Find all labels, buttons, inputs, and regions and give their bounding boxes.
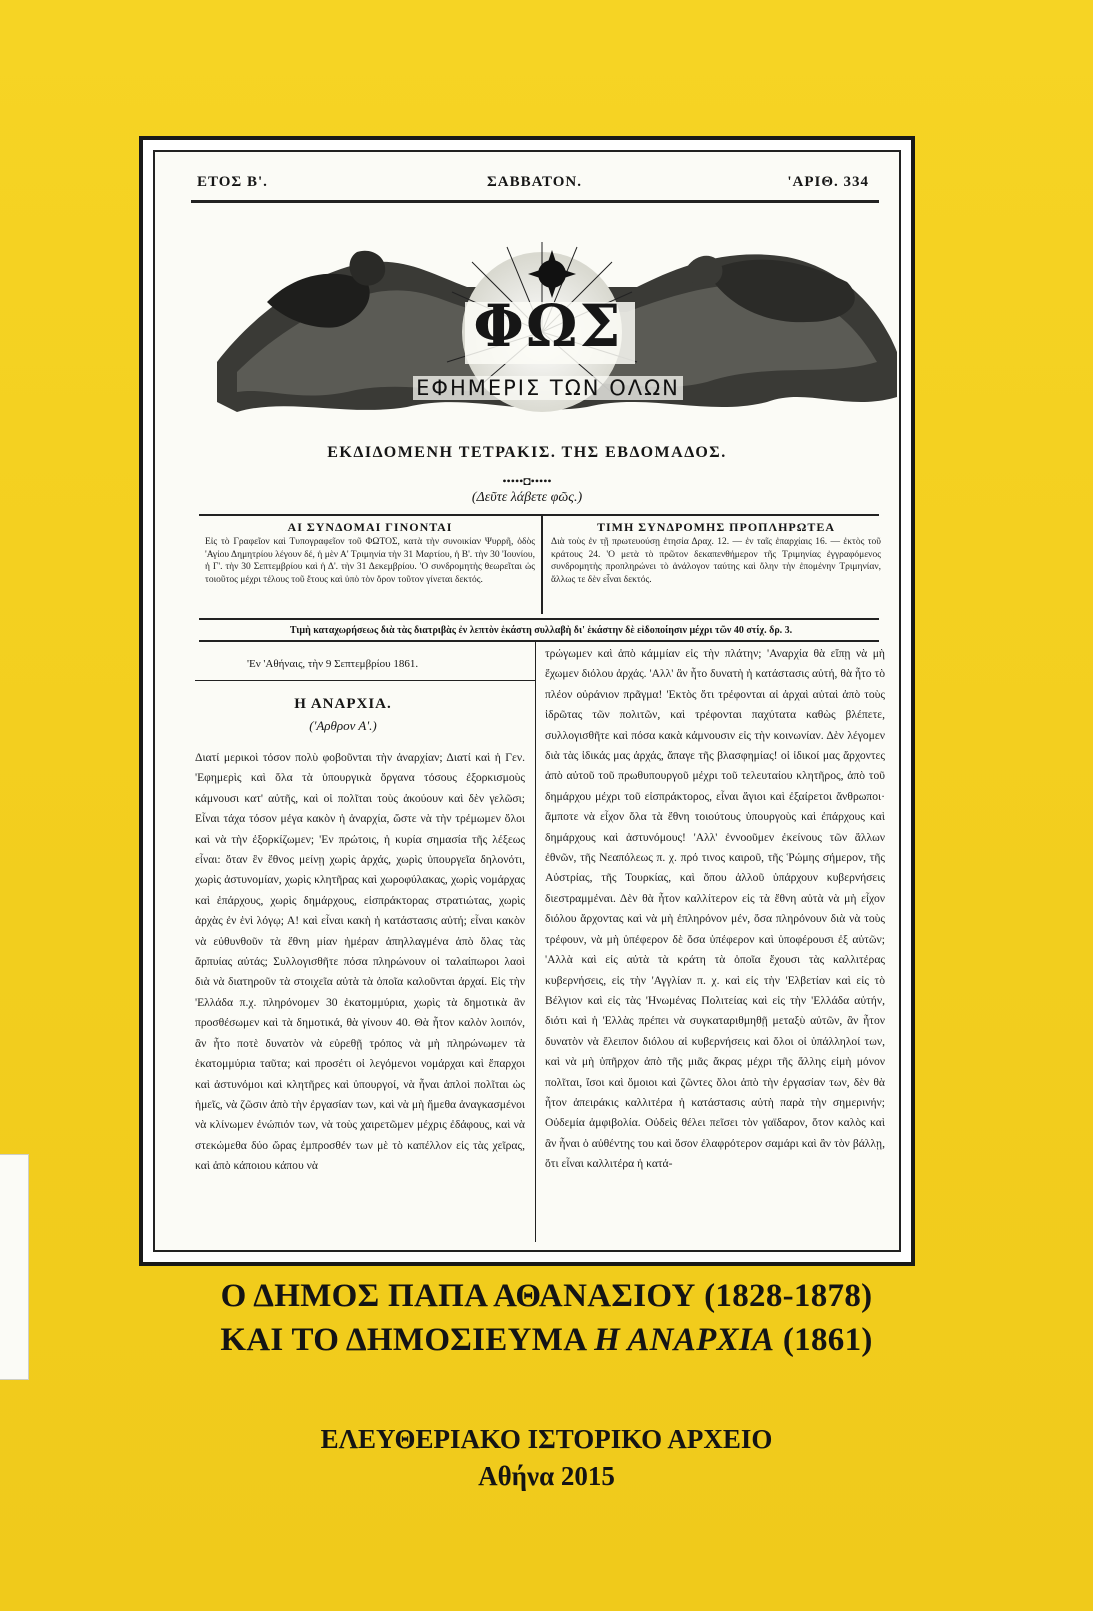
publisher: ΕΛΕΥΘΕΡΙΑΚΟ ΙΣΤΟΡΙΚΟ ΑΡΧΕΙΟ [320,1424,773,1454]
article-column-left: Διατί μερικοὶ τόσον πολὺ φοβοῦνται τὴν ἀναρχίαν; Διατί καὶ ἡ Γεν. 'Εφημερὶς καὶ ὅλα τὰ ὑπουργικὰ ὄργανα τόσους ἐξορκισμοὺς κάμνουσι κατ' αὐτῆς, καὶ οἱ πολῖται τοὺς ἀκούουν καὶ δὲν γελῶσι; Εἶναι τάχα τόσον μέγα κακὸν ἡ ἀναρχία, ὥστε νὰ τὴν τρέμωμεν ὅλοι καὶ νὰ τὴν ἐξορκίζωμεν; 'Εν πρώτοις, ἡ κυρία σημασία τῆς λέξεως εἶναι: ὅταν ἓν ἔθνος μείνῃ χωρὶς ἀρχάς, χωρὶς ὑπουργεῖα δηλονότι, χωρὶς ἀστυνομίαν, χωρὶς κλητῆρας καὶ χωροφύλακας, χωρὶς νομάρχας καὶ ἐπάρχους, χωρὶς δημάρχους, εἰσπράκτορας στρατιώτας, χωρὶς ἀρχὰς ἐν ἑνὶ λόγῳ; Α! καὶ εἶναι κακὴ ἡ κατάστασις αὐτή; εἶναι κακὸν νὰ εὐθυνθοῦν τὰ ἔθνη μίαν ἡμέραν ἀπηλλαγμένα ἀπὸ ὅλας τὰς ἅρπυίας αὐτάς; Συλλογισθῆτε πόσα πληρώνουν οἱ ταλαίπωροι λαοὶ διὰ νὰ διατηροῦν τὰ στοιχεῖα αὐτὰ τὰ ὁποῖα καλοῦνται ἀρχαί. Εἰς τὴν 'Ελλάδα π.χ. πληρόνομεν 30 ἑκατομμύρια, χωρὶς τὰ δημοτικὰ ἂν προσθέσωμεν καὶ τὰ δημοτικά, θὰ γίνουν 40. Θὰ ἦτον καλὸν λοιπόν, ἂν ἦτο ποτὲ δυνατὸν νὰ εὑρεθῇ τρόπος νὰ μὴ πληρώνωμεν τὰ ἑκατομμύρια ταῦτα; καὶ προσέτι οἱ λεγόμενοι νομάρχαι καὶ ἔπαρχοι καὶ ἀστυνόμοι καὶ κλητῆρες καὶ ὑπουργοί, νὰ ἦναι ἁπλοὶ πολῖται ὡς ἡμεῖς, νὰ ζῶσιν ἀπὸ τὴν ἐργασίαν των, καὶ νὰ μὴ ἤμεθα ἀναγκασμένοι νὰ κλίνωμεν ἐνώπιόν των, νὰ τοὺς χαιρετῶμεν μέχρις ἐδάφους, καὶ νὰ στεκώμεθα δύο ὥρας ἐμπροσθέν των μὲ τὸ καπέλλον εἰς τὰς χεῖρας, καὶ ἀπὸ κάποιου κάπου νὰ [195,751,525,1173]
subscriptions-text: Εἰς τὸ Γραφεῖον καὶ Τυπογραφεῖον τοῦ ΦΩΤΟΣ, κατὰ τὴν συνοικίαν Ψυρρῆ, ὁδὸς 'Αγίου Δημητρίου λέγουν δέ, ἡ μὲν Α' Τριμηνία τὴν 31 Μαρτίου, ἡ Β'. τὴν 30 'Ιουνίου, ἡ Γ'. τὴν 30 Σεπτεμβρίου καὶ ἡ Δ'. τὴν 31 Δεκεμβρίου. 'Ο συνδρομητὴς θεωρεῖται ὡς τοιοῦτος μέχρι τέλους τοῦ ἔτους καὶ ὑπὸ τὸν ὅρον τοῦτον γίνεται δεκτός. [205,537,535,585]
box-rule [199,514,879,516]
newspaper-issue: 'ΑΡΙΘ. 334 [787,174,869,190]
book-title-line-2: ΚΑΙ ΤΟ ΔΗΜΟΣΙΕΥΜΑ Η ΑΝΑΡΧΙΑ (1861) [220,1322,873,1358]
newspaper-motto: (Δεῦτε λάβετε φῶς.) [471,490,583,505]
newspaper-year: ΕΤΟΣ Β'. [197,174,268,190]
article-title: Η ΑΝΑΡΧΙΑ. [294,696,392,712]
masthead-title: ΦΩΣ [473,292,623,360]
masthead-subtitle: ΕΦΗΜΕΡΙΣ ΤΩΝ ΟΛΩΝ [413,376,683,400]
article-column-right: τρώγωμεν καὶ ἀπὸ κάμμίαν εἰς τὴν πλάτην; 'Αναρχία θὰ εἴπῃ νὰ μὴ ἔχωμεν διόλου ἀρχάς. 'Αλλ' ἂν ἦτο δυνατὴ ἡ κατάστασις αὐτή, θὰ ἦτο τὸ πλέον οὐράνιον πρᾶγμα! 'Εκτὸς ὅτι τρέφονται αἱ ἀρχαὶ αὐταὶ ἀπὸ τοὺς ἱδρῶτας τῶν πολιτῶν, καὶ τρέφονται παχύτατα καθὼς βλέπετε, συλλογισθῆτε καὶ πόσα κακὰ κάμνουσιν εἰς τὴν κοινωνίαν. Δὲν λέγομεν διὰ τὰς ἰδικάς μας ἀρχάς, ἄπαγε τῆς βλασφημίας! οἱ ἰδικοί μας ἄρχοντες ἀπὸ αὐτοῦ τοῦ πρωθυπουργοῦ μέχρι τοῦ τελευταίου κλητῆρος, ἀπὸ τοῦ δημάρχου μέχρι τοῦ εἰσπράκτορος, εἶναι ἅγιοι καὶ ἐξαίρετοι ἄνθρωποι· ἄμποτε νὰ εἶχον ὅλα τὰ ἔθνη τοιούτους ὑπουργοὺς καὶ ἐπάρχους καὶ δημάρχους καὶ ἀστυνόμους! 'Αλλ' ἐννοοῦμεν ἐκείνους τῶν ἄλλων ἐθνῶν, τῆς Νεαπόλεως π. χ. πρό τινος καιροῦ, τῆς Ῥώμης σήμερον, τῆς Αὐστρίας, τῆς Τουρκίας, καὶ ὅπου ἀλλοῦ ὑπάρχουν κυβερνήσεις διεστραμμέναι. Δὲν θὰ ἦτον καλλίτερον εἰς τὰ ἔθνη αὐτὰ νὰ μὴ εἶχον διόλου ἄρχοντας καὶ νὰ μὴ ἐπληρόνον μέν, ὅσα πληρόνουν διὰ νὰ τοὺς τρέφουν, νὰ μὴ ὑπέφερον δὲ ὅσα ὑπέφερον καὶ ὑποφέρουσι ἐξ αὐτῶν; 'Αλλὰ καὶ εἰς αὐτὰ τὰ κράτη τὰ ὁποῖα ἔχουσι τὰς καλλιτέρας κυβερνήσεις, εἰς τὴν 'Αγγλίαν π. χ. καὶ εἰς τὴν 'Ελβετίαν καὶ εἰς τὸ Βέλγιον καὶ εἰς τὰς 'Ηνωμένας Πολιτείας καὶ εἰς τὴν 'Ελλάδα αὐτήν, διότι καὶ ἡ 'Ελλὰς πρέπει νὰ συγκαταριθμηθῇ μεταξὺ αὐτῶν, ἂν ἦτον δυνατὸν νὰ ἔλειπον διόλου αἱ κυβερνήσεις καὶ ὅλοι οἱ ὑπάλληλοί των, καὶ νὰ μὴ ὑπῆρχον ἀπὸ τῆς μιᾶς ἄκρας μέχρι τῆς ἄλλης εἰμὴ μόνον πολῖται, ἴσοι καὶ ὅμοιοι καὶ ζῶντες ὅλοι ἀπὸ τὴν ἐργασίαν των, δὲν θὰ ἦτον ἀπειράκις καλλιτέρα ἡ κατάστασις αὐτὴ παρὰ τὴν σημερινήν; Οὐδεμία ἀμφιβολία. Οὐδεὶς θέλει πεῖσει τὸν γαϊδαρον, ὅτον καλὸς καὶ ἂν ἦναι ὁ αὐθέντης του καὶ ὅσον ἐλαφρότερον σαμάρι καὶ ἂν τὸν βάλλῃ, ὅτι εἶναι καλλιτέρα ἡ κατά- [545,647,885,1171]
ad-price-line: Τιμὴ καταχωρήσεως διὰ τὰς διατριβὰς ἐν λεπτὸν ἑκάστη συλλαβὴ δι' ἑκάστην δὲ εἰδοποίησιν μέχρι τῶν 40 στίχ. δρ. 3. [289,625,793,636]
publication-place-year: Αθήνα 2015 [478,1461,615,1491]
article-dateline: 'Εν 'Αθήναις, τὴν 9 Σεπτεμβρίου 1861. [247,658,419,670]
header-rule [191,200,879,203]
price-text: Διὰ τοὺς ἐν τῇ πρωτευούσῃ ἐτησία Δραχ. 12. — ἐν ταῖς ἐπαρχίαις 16. — ἐκτὸς τοῦ κράτους 24. 'Ο μετὰ τὸ πρῶτον δεκαπενθήμερον τῆς Τριμηνίας ἐγγραφόμενος συνδρομητὴς προπληρώνει τὸ ἀνάλογον ταύτης καὶ ὅλην τὴν ἐπομένην Τριμηνίαν, ἄλλως τε δὲν εἶναι δεκτός. [551,537,881,585]
columns-rule [199,640,879,642]
price-heading: ΤΙΜΗ ΣΥΝΔΡΟΜΗΣ ΠΡΟΠΛΗΡΩΤΕΑ [596,520,836,534]
subscriptions-heading: ΑΙ ΣΥΝΔΟΜΑΙ ΓΙΝΟΝΤΑΙ [287,520,453,534]
ornament: •••••◘••••• [502,474,552,488]
newspaper-page [153,150,901,1252]
publication-frequency: ΕΚΔΙΔΟΜΕΝΗ ΤΕΤΡΑΚΙΣ. ΤΗΣ ΕΒΔΟΜΑΔΟΣ. [327,444,727,461]
article-subtitle: ('Αρθρον Α'.) [309,718,377,733]
price-rule [199,618,879,620]
newspaper-frame [139,136,915,1266]
newspaper-header-row [197,174,869,198]
newspaper-day: ΣΑΒΒΑΤΟΝ. [487,174,583,190]
book-title-line-1: Ο ΔΗΜΟΣ ΠΑΠΑ ΑΘΑΝΑΣΙΟΥ (1828-1878) [220,1278,873,1314]
dateline-rule [195,680,535,681]
column-divider [535,642,536,1242]
